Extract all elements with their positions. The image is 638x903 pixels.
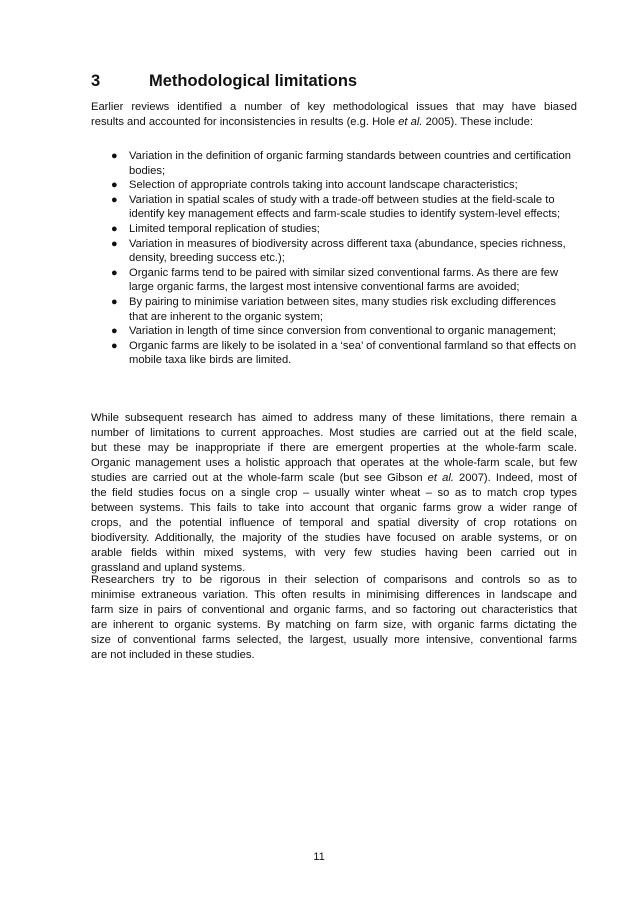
- list-item-text: Variation in length of time since conversion from conventional to organic management;: [129, 325, 557, 338]
- paragraph-text: studies are carried out at the whole-farm scale (but see Gibson: [91, 472, 428, 484]
- intro-text: results and accounted for inconsistencies in results (e.g. Hole: [91, 116, 399, 128]
- list-item: [91, 324, 577, 339]
- paragraph-line: Researchers try to be rigorous in their selection of comparisons and controls so as to: [91, 574, 577, 586]
- paragraph-line: are inherent to organic systems. By matching on farm size, with organic farms dictating the: [91, 619, 577, 631]
- bullet-icon: ●: [111, 266, 118, 279]
- intro-text-end: 2005). These include:: [422, 116, 533, 128]
- section-number: 3: [91, 72, 101, 90]
- paragraph-line: While subsequent research has aimed to address many of these limitations, there remain a: [91, 412, 577, 424]
- paragraph-line: arable fields within mixed systems, with very few studies having been carried out in: [91, 547, 577, 559]
- intro-paragraph: [91, 100, 577, 130]
- paragraph-line: crops, and the potential influence of temporal and spatial diversity of crop rotations on: [91, 517, 577, 529]
- paragraph-line: the field studies focus on a single crop – usually winter wheat – so as to match crop types: [91, 487, 577, 499]
- list-item-text: By pairing to minimise variation between sites, many studies risk excluding differences that are inherent to the organic system;: [129, 295, 556, 323]
- paragraph-line: biodiversity. Additionally, the majority of the studies have focused on arable systems, or on: [91, 532, 577, 544]
- section-heading: [91, 72, 357, 91]
- list-item: [91, 149, 577, 178]
- paragraph-line: between systems. This fails to take into account that organic farms grow a wider range of: [91, 502, 577, 514]
- bullet-icon: ●: [111, 295, 118, 308]
- section-title: Methodological limitations: [149, 72, 358, 90]
- limitations-list: [91, 149, 577, 368]
- bullet-icon: ●: [111, 325, 118, 338]
- list-item-text: Limited temporal replication of studies;: [129, 222, 320, 235]
- bullet-icon: ●: [111, 150, 118, 162]
- list-item-text: Organic farms tend to be paired with similar sized conventional farms. As there are few large organic farms, the largest most intensive conventional farms are avoided;: [129, 266, 559, 294]
- list-item-text: Variation in the definition of organic farming standards between countries and certification bodies;: [129, 150, 571, 177]
- paragraph-line: minimise extraneous variation. This often results in minimising differences in landscape and: [91, 589, 577, 601]
- bullet-icon: ●: [111, 237, 118, 250]
- paragraph-line: grassland and upland systems.: [91, 562, 246, 574]
- paragraph-text: 2007). Indeed, most of: [453, 472, 577, 484]
- list-item: [91, 237, 577, 266]
- bullet-icon: ●: [111, 179, 118, 192]
- list-item: [91, 222, 577, 237]
- bullet-icon: ●: [111, 222, 118, 235]
- paragraph-line: but these may be inappropriate if there are emergent properties at the whole-farm scale.: [91, 442, 577, 454]
- list-item: [91, 295, 577, 324]
- paragraph-line: Organic management uses a holistic approach that operates at the whole-farm scale, but few: [91, 457, 577, 469]
- page-number: 11: [313, 851, 325, 863]
- list-item: [91, 193, 577, 222]
- intro-citation-etal: et al.: [398, 116, 423, 128]
- list-item-text: Variation in measures of biodiversity across different taxa (abundance, species richness, density, breeding success etc.);: [129, 237, 566, 265]
- paragraph-researchers: [91, 573, 577, 663]
- list-item-text: Organic farms are likely to be isolated in a ‘sea’ of conventional farmland so that effects on mobile taxa like birds are limited.: [129, 339, 577, 367]
- list-item: [91, 178, 577, 193]
- paragraph-line: number of limitations to current approaches. Most studies are carried out at the field scale,: [91, 427, 577, 439]
- bullet-icon: ●: [111, 193, 118, 206]
- paragraph-line: size of conventional farms selected, the largest, usually more intensive, conventional farms: [91, 634, 577, 646]
- paragraph-line: are not included in these studies.: [91, 649, 255, 661]
- list-item-text: Variation in spatial scales of study with a trade-off between studies at the field-scale to identify key management effects and farm-scale studies to identify system-level effects;: [129, 193, 561, 221]
- paragraph-line: farm size in pairs of conventional and organic farms, and so factoring out characteristics that: [91, 604, 577, 616]
- list-item-text: Selection of appropriate controls taking into account landscape characteristics;: [129, 179, 518, 192]
- bullet-icon: ●: [111, 339, 118, 352]
- list-item: [91, 339, 577, 368]
- citation-etal: et al.: [427, 472, 454, 484]
- paragraph-subsequent-research: [91, 411, 577, 576]
- intro-line-1: Earlier reviews identified a number of key methodological issues that may have biased: [91, 101, 577, 113]
- intro-line-2: [91, 115, 577, 130]
- paragraph-line: [91, 471, 577, 486]
- list-item: [91, 266, 577, 295]
